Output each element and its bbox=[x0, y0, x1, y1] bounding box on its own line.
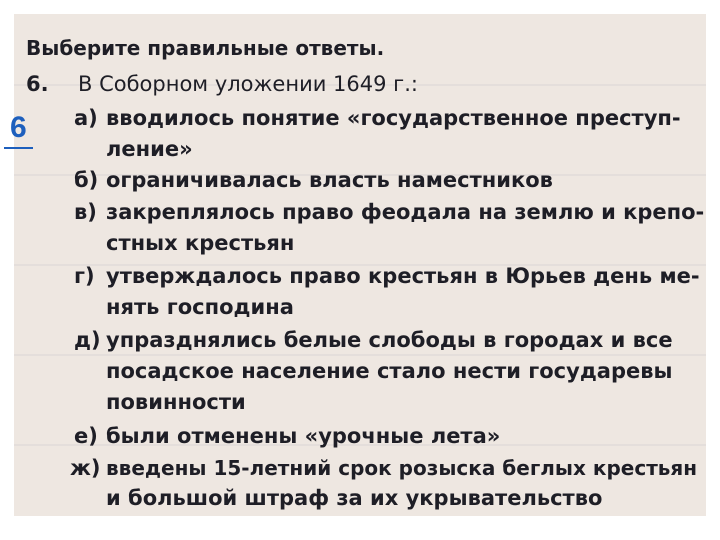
question-text: В Соборном уложении 1649 г.: bbox=[78, 72, 418, 96]
option-line: вводилось понятие «государственное преступ- bbox=[106, 106, 681, 130]
option-letter: е) bbox=[74, 424, 98, 448]
option-line: были отменены «урочные лета» bbox=[106, 424, 501, 448]
option-line: стных крестьян bbox=[106, 231, 295, 255]
question-number: 6. bbox=[26, 72, 49, 96]
option-line: закреплялось право феодала на землю и крепо- bbox=[106, 200, 705, 224]
option-line: введены 15-летний срок розыска беглых крестьян bbox=[106, 456, 698, 480]
option-line: повинности bbox=[106, 390, 246, 414]
option-line: посадское население стало нести государевы bbox=[106, 359, 673, 383]
option-letter: ж) bbox=[70, 456, 101, 480]
option-letter: д) bbox=[74, 328, 101, 352]
question-number-marker: 6 bbox=[4, 111, 33, 149]
option-line: нять господина bbox=[106, 295, 294, 319]
option-letter: в) bbox=[74, 200, 97, 224]
exercise-text bbox=[14, 14, 706, 516]
option-line: утверждалось право крестьян в Юрьев день ме- bbox=[106, 264, 700, 288]
option-letter: б) bbox=[74, 168, 99, 192]
exercise-heading: Выберите правильные ответы. bbox=[26, 36, 385, 60]
option-line: и большой штраф за их укрывательство bbox=[106, 486, 603, 510]
option-line: ограничивалась власть наместников bbox=[106, 168, 553, 192]
option-line: упразднялись белые слободы в городах и все bbox=[106, 328, 673, 352]
textbook-scan bbox=[14, 14, 706, 516]
option-letter: г) bbox=[74, 264, 95, 288]
option-letter: а) bbox=[74, 106, 98, 130]
option-line: ление» bbox=[106, 137, 193, 161]
